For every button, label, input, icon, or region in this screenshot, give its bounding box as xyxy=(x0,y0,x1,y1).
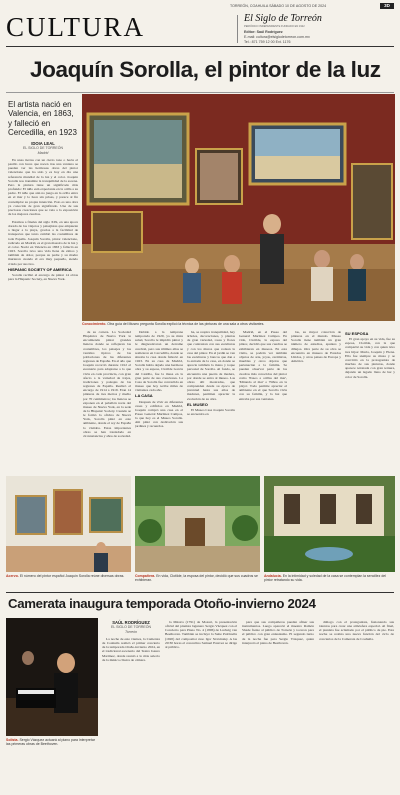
author-name: IDOIA LEAL xyxy=(31,141,55,146)
col4-paragraph-2: El Museo Casa Joaquín Sorolla se encuentra en xyxy=(187,407,235,416)
concert-illustration xyxy=(6,618,98,736)
col2-paragraph: de su carrera. La Sociedad Hispánica de Nueva York le encomienda pintar grandes lienzos donde se reflejaran las costumbres, los paisajes y los vestidos típicos de las poblaciones de las diferentes regiones de España. En el año que Joaquín recorrió durante 1912 el escenario para adaptarse a lo que vivía en cada provincia, con gran afecto a la variedad de trajes, tradiciones y paisajes de las regiones de España. Realizó el encargo de 1914 a 1919. Eran 14 pinturas de tres metros y medio por 70 centímetros; los lienzos se exponen en el pabellón norte del museo de Nueva York, en la sede de la Hispanic Society. Cuando se le formó la oficina de Nueva York, Sorolla pintó en este ambiente, donde el rey de España lo visitaba. Estas importantes obras se han trasladado en circunstancias y años de sociedad. xyxy=(83,330,131,438)
caption-text: Otra guía del Museo pregunta Sorolla explicó la técnica de las pinturas de una sala a otros visitantes. xyxy=(107,322,265,326)
headline: Joaquín Sorolla, el pintor de la luz xyxy=(30,57,381,82)
camerata-headline: Camerata inaugura temporada Otoño-invierno 2024 xyxy=(8,596,316,611)
date-line: TORREÓN, COAHUILA SÁBADO 10 DE AGOSTO DE 2024 xyxy=(230,4,327,8)
andalucia-caption xyxy=(264,574,395,582)
camerata-col1-paragraph: La noche de este viernes, la Camerata de Coahuila realizó el primer concierto de la temporada Otoño-invierno 2024, en el tradicional escenario del Teatro Isauro Martínez, donde reunió a lo más selecto de la música clásica de cámara. xyxy=(102,637,160,662)
col3-paragraph-2: Después de vivir en diferentes casas y edificios en Madrid, Joaquín compró una casa en el Paseo General Martínez Campos, la que hoy es el Museo Sorolla. Ahí pintó con dedicación sus jardines y recuerdos. xyxy=(135,399,183,429)
editor-label: Editor: Saúl Rodríguez xyxy=(244,30,283,34)
camerata-author-city: Torreón xyxy=(125,630,137,634)
col3-subhead: LA CASA xyxy=(135,393,153,399)
andalucia-caption-label: Andalucía. xyxy=(264,574,282,578)
col4-paragraph: ha, se respira tranquilidad, hay árboles, decoraciones, y plantas de gran variedad, rosas y flores que contrastan con sus esculturas y con los muros que rodean la casa del pintor. En el jardín se ven las esculturas y bancos que dan a la entrada de la casa, en donde se aprecia también la mano y toque personal de Sorolla. Al fondo, se encuentra una puerta de madera, por donde se entra al museo. Las obras allí mostradas, que comprenden desde su época de juventud hasta sus años de madurez, permiten apreciar la evolución de su obra. xyxy=(187,330,235,401)
camerata-photo xyxy=(6,618,98,736)
author-org: EL SIGLO DE TORREÓN xyxy=(22,146,63,150)
col6-paragraph: las, su mayor colección de pinturas en el mundo. Museo Sorolla tiene también un gran número de estudios, apuntes y dibujos. Otra parte de su obra se encuentra en museos de Estados Unidos, y otros países de Europa y América. xyxy=(291,330,341,364)
col4-body xyxy=(187,330,235,473)
col1-paragraph: En unas tierras con un cierto tono o hacia el pasillo con luces que nacen tras una ventana se pueden ver las hermosas obras del pintor valenciano que ha sido y es hoy en día una referencia mundial de la luz y el color. Joaquín Sorolla nos transmite la tranquilidad de la escena. Pero la pintura tiene un significado más profundo: El niño está expectante en la orilla a su padre. El niño que aún no juega en la orilla entra en el mar y lo hace sin prisas, y parece al fin contemplar su propia intención. Esto es una obra ya conocida de gran significado. Una de sus preciosas creaciones que se veía a la exposición de los mejores cuadros. xyxy=(8,158,78,217)
acervo-caption-label: Acervo. xyxy=(6,574,19,578)
col7-body xyxy=(345,330,395,473)
companera-photo xyxy=(135,476,260,572)
col5-paragraph: Madrid, en el Paseo del General Martínez Campos. En vida, Clotilde, la esposa del pintor, decidió que sus cuadros se exhibieran en museos. En esta visita, se podrán ver también objetos de arte, joyas, cerámicas, muebles y otros objetos que pertenecían a la familia. Se pueden observar parte de los cuadros más conocidos del pintor como 'Paseo a orillas del mar', 'Mirando al mar' o 'Niños en la playa'. Todo permite apreciar el ambiente en el que Sorolla vivía con su familia, y la luz que entraba por sus ventanas. xyxy=(239,330,287,401)
courtyard-illustration xyxy=(264,476,395,572)
subhead: El artista nació en Valencia, en 1863, y falleció en Cercedilla, en 1923 xyxy=(8,100,77,138)
companera-caption-text: En vida, Clotilde, la esposa del pintor, decidió que sus cuadros se exhibieran. xyxy=(135,574,258,583)
camerata-col3 xyxy=(242,620,314,787)
camerata-col4-paragraph: diálogo con el protagonista, fusionando sus talentos para crear una atmósfera especial. Al final, el pianista fue aclamado por el público de pie. Esta noche se realiza una nueva función del ciclo de conciertos de la Camerata de Coahuila. xyxy=(319,620,394,641)
masthead-subtitle: PERIÓDICO INDEPENDIENTE FUNDADO EN 1922 xyxy=(244,25,305,28)
companera-caption xyxy=(135,574,260,582)
camerata-author-org: EL SIGLO DE TORREÓN xyxy=(110,625,151,629)
col1-subhead: HISPANIC SOCIETY OF AMERICA xyxy=(8,266,72,272)
col2-body xyxy=(83,330,131,473)
col1-paragraph-3: Sorolla recibió el encargo de pintar 14 obras para la Hispanic Society, en Nueva York. xyxy=(8,272,78,282)
col7-subhead: SU ESPOSA xyxy=(345,331,369,336)
col3-paragraph: Debido a la temprana temporada de 1920, ya su mala salud, Sorolla le impidió pintar y le diagnosticaron un derrame cerebral, pero sus últimos años se realizaron en Cercedilla, donde se situaba la casa donde falleció en 1923. En su casa de Madrid, Sorolla había dejado una hermosa obra y su esposa, Clotilde García del Castillo, fue la musa en la gran parte de sus creaciones. La Casa de Sorolla fue convertida en museo que hoy recibe miles de visitantes cada año. xyxy=(135,330,183,393)
garden-illustration xyxy=(135,476,260,572)
header-rule xyxy=(6,46,394,47)
camerata-caption-text: Sergio Vázquez actuará al piano para interpretar las primeras obras de Beethoven. xyxy=(6,738,95,747)
camerata-col2-paragraph: la Música (1791) de Mozart, la presentación oficial del pianista lagunero Sergio Vázquez con el Concierto para Piano No. 4 (1806) de Ludwig van Beethoven. También se incluyó la Suite Pulcinella (1920) del compositor ruso Igor Stravinsky. A las 20:30 horas el concertino Samuel Estevez se dirige al público. xyxy=(165,620,237,649)
masthead: El Siglo de Torreón xyxy=(244,13,322,24)
camerata-col1 xyxy=(102,637,160,787)
camerata-rule xyxy=(6,592,394,593)
header-divider xyxy=(237,15,238,43)
headline-rule xyxy=(6,92,394,93)
acervo-caption-text: El número del pintor español Joaquín Sorolla reúne diversas obras. xyxy=(19,574,125,578)
main-photo-caption xyxy=(82,322,395,326)
col7-paragraph: El gran apoyo en su vida, fue su esposa, Clotilde, con la que compartió su vida y con quien tuvo tres hijos: María, Joaquín y Elena. Ella fue siempre su musa y se convirtió en la protagonista de muchas de sus pinturas, donde aparece retratada con gran ternura, dejando un legado lleno de luz y color de Sorolla. xyxy=(345,337,395,379)
col5-body xyxy=(239,330,287,473)
camerata-col3-paragraph: para que sus compañeros puedan afinar sus instrumentos. Luego apareció el maestro Ramón Shade frente al público de Torreón y tocaron para el público con gran entusiasmo. El segundo turno de la noche fue para Sergio Vázquez, quien interpretó el piano de Beethoven. xyxy=(242,620,314,645)
acervo-photo xyxy=(6,476,131,572)
gallery-illustration xyxy=(6,476,131,572)
editor-email: E-mail: cultura@elsiglodetorreon.com.mx xyxy=(244,35,310,39)
museum-interior-illustration xyxy=(82,94,395,321)
phone: Tel.: 871 759 12 00 Ext. 1176 xyxy=(244,40,291,44)
col6-body xyxy=(291,330,341,473)
col1-lead xyxy=(8,158,78,218)
camerata-col4 xyxy=(319,620,394,787)
col4-subhead: EL MUSEO xyxy=(187,401,208,407)
andalucia-caption-text: En la intimidad y soledad de la casa se contemplan la sencillez del pintor retratando su vida. xyxy=(264,574,386,583)
author-city: Madrid xyxy=(37,151,49,155)
camerata-author: SAÚL RODRÍGUEZ xyxy=(112,620,150,625)
camerata-col2 xyxy=(165,620,237,787)
caption-label: Conocimiento. xyxy=(82,322,107,326)
camerata-caption-label: Solista. xyxy=(6,738,19,742)
companera-caption-label: Compañera. xyxy=(135,574,156,578)
col1-body xyxy=(8,220,78,402)
section-title: CULTURA xyxy=(6,12,146,42)
camerata-caption xyxy=(6,738,98,746)
col1-paragraph-2: Estamos a finales del siglo XIX, en una época dorada de los viajeros y paisajistas que empiezan a llegar a la playa, gracias a la facilidad de transportes que tanto cambió las costumbres de toda España. Joaquín Sorolla, pintor valenciano, radicado en Madrid, es el gran maestro de la luz y el color. Nació en Valencia en 1863 y falleció en 1923. Sorolla tuvo una vida llena de éxitos y también de dolor, porque su padre y su madre murieron cuando él era muy pequeño, siendo criado por sus tíos. xyxy=(8,220,78,266)
andalucia-photo xyxy=(264,476,395,572)
acervo-caption xyxy=(6,574,131,578)
page-badge: 3D xyxy=(380,3,394,9)
main-photo xyxy=(82,94,395,321)
col3-body xyxy=(135,330,183,473)
